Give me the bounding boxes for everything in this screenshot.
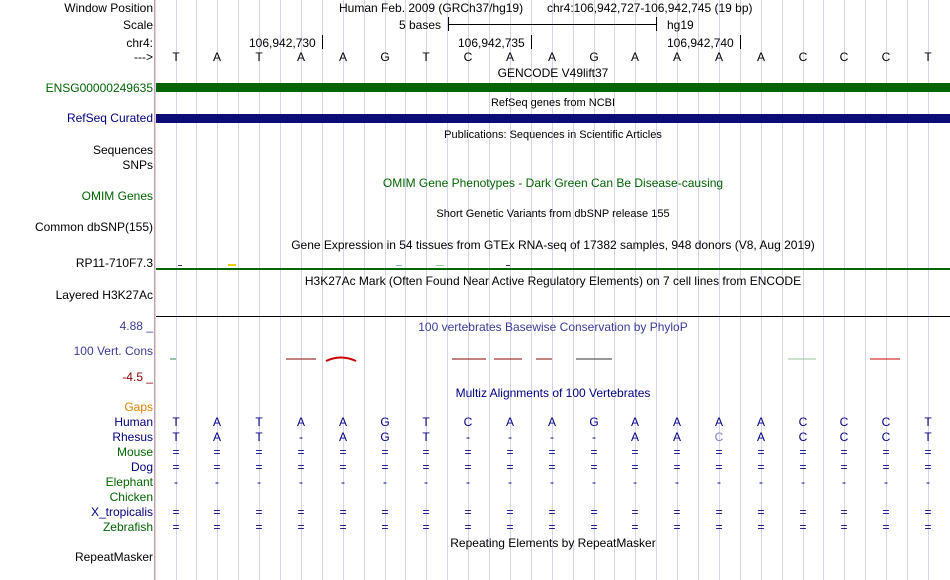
alignment-base: A [212,415,221,429]
alignment-base: = [172,520,180,534]
dna-base: A [672,50,681,64]
alignment-base: = [590,520,598,534]
alignment-base: - [215,475,219,489]
alignment-base: - [592,475,596,489]
alignment-base: = [381,505,389,519]
alignment-base: = [673,460,681,474]
alignment-base: = [506,505,514,519]
repeat-track-title: Repeating Elements by RepeatMasker [450,536,656,550]
label-dbsnp[interactable]: Common dbSNP(155) [34,220,153,234]
alignment-base: = [213,520,221,534]
alignment-base: = [673,505,681,519]
alignment-base: = [840,520,848,534]
omim-track-title: OMIM Gene Phenotypes - Dark Green Can Be Disease-causing [382,176,724,190]
alignment-base: = [673,520,681,534]
dna-base: A [547,50,556,64]
alignment-base: = [799,505,807,519]
alignment-base: - [633,475,637,489]
alignment-base: - [257,475,261,489]
alignment-base: = [799,445,807,459]
alignment-base: = [840,445,848,459]
gtex-dot [436,265,444,266]
alignment-base: T [422,415,430,429]
alignment-base: T [255,415,263,429]
dna-base: T [924,50,932,64]
dna-base: G [589,50,599,64]
coord-tick-1 [322,35,323,49]
alignment-base: = [422,505,430,519]
label-chr: chr4: [126,36,153,50]
label-sequences[interactable]: Sequences [92,143,153,157]
alignment-base: - [592,430,596,444]
alignment-base: = [506,445,514,459]
alignment-base: = [840,505,848,519]
alignment-base: A [338,415,347,429]
gtex-dot [506,265,510,266]
dna-base: A [630,50,639,64]
alignment-base: C [839,415,849,429]
alignment-base: C [839,430,849,444]
alignment-base: = [255,520,263,534]
dna-base: A [212,50,221,64]
coord-3: 106,942,740 [667,36,734,50]
dna-base: C [798,50,808,64]
gtex-track-title: Gene Expression in 54 tissues from GTEx RNA-seq of 17382 samples, 948 donors (V8, Aug 2019) [291,238,815,252]
refseq-gene-bar[interactable] [156,114,950,123]
alignment-base: = [924,520,932,534]
alignment-base: T [924,430,932,444]
alignment-base: C [798,430,808,444]
alignment-base: - [174,475,178,489]
h3k27-track-title: H3K27Ac Mark (Often Found Near Active Regulatory Elements) on 7 cell lines from ENCODE [304,274,802,288]
alignment-base: = [715,520,723,534]
alignment-base: = [381,445,389,459]
alignment-base: = [757,505,765,519]
dna-base: C [881,50,891,64]
species-label[interactable]: Elephant [105,475,153,489]
scale-text: 5 bases [399,18,442,32]
alignment-base: = [255,460,263,474]
label-scale: Scale [122,18,153,32]
alignment-base: - [383,475,387,489]
alignment-base: A [338,430,347,444]
alignment-base: = [882,445,890,459]
dna-base: T [422,50,430,64]
alignment-base: = [213,445,221,459]
alignment-base: = [924,460,932,474]
species-label[interactable]: Mouse [116,445,153,459]
alignment-base: = [631,505,639,519]
species-label[interactable]: Dog [130,460,153,474]
label-snps[interactable]: SNPs [122,158,153,172]
alignment-base: = [297,520,305,534]
alignment-base: A [630,415,639,429]
alignment-base: = [464,505,472,519]
alignment-base: - [508,430,512,444]
alignment-base: = [924,445,932,459]
alignment-base: A [756,430,765,444]
alignment-base: = [381,460,389,474]
publications-track-title: Publications: Sequences in Scientific Articles [444,129,662,141]
dbsnp-track-title: Short Genetic Variants from dbSNP release 155 [436,208,670,220]
dna-base: T [255,50,263,64]
alignment-base: = [715,505,723,519]
coord-2: 106,942,735 [458,36,525,50]
coord-tick-2 [531,35,532,49]
alignment-base: A [212,430,221,444]
alignment-base: = [172,445,180,459]
alignment-base: = [297,445,305,459]
alignment-base: = [590,460,598,474]
scale-bar-left-tick [448,17,449,31]
alignment-base: T [924,415,932,429]
alignment-base: - [759,475,763,489]
gtex-dot [228,264,236,266]
alignment-base: = [422,445,430,459]
label-gene-ensg[interactable]: ENSG00000249635 [45,81,153,95]
alignment-base: = [631,520,639,534]
alignment-base: = [297,505,305,519]
alignment-base: A [672,430,681,444]
alignment-base: = [799,520,807,534]
alignment-base: A [296,415,305,429]
label-gaps[interactable]: Gaps [124,400,153,414]
alignment-base: = [339,460,347,474]
position-title: chr4:106,942,727-106,942,745 (19 bp) [547,1,753,15]
gtex-dot [396,265,402,266]
gtex-track-baseline [156,268,950,270]
species-label[interactable]: Rhesus [112,430,153,444]
multiz-track-title: Multiz Alignments of 100 Vertebrates [455,386,651,400]
scale-db: hg19 [667,18,694,32]
dna-base: A [756,50,765,64]
species-label[interactable]: Human [114,415,153,429]
alignment-base: A [672,415,681,429]
alignment-base: C [798,415,808,429]
alignment-base: = [590,445,598,459]
gencode-gene-bar[interactable] [156,83,950,92]
alignment-base: = [757,520,765,534]
alignment-base: A [756,415,765,429]
dna-base: A [505,50,514,64]
alignment-base: = [255,505,263,519]
alignment-base: - [341,475,345,489]
label-rp11[interactable]: RP11-710F7.3 [75,256,153,270]
label-layered[interactable]: Layered H3K27Ac [55,288,153,302]
dna-base: A [714,50,723,64]
alignment-base: = [548,505,556,519]
alignment-base: C [463,415,473,429]
alignment-base: - [550,475,554,489]
species-label[interactable]: Chicken [109,490,153,504]
alignment-base: = [255,445,263,459]
alignment-base: T [172,430,180,444]
alignment-base: = [464,460,472,474]
alignment-base: T [255,430,263,444]
alignment-base: - [508,475,512,489]
alignment-base: - [424,475,428,489]
alignment-base: = [297,460,305,474]
alignment-base: = [924,505,932,519]
scale-bar [448,24,656,25]
alignment-base: A [630,430,639,444]
alignment-base: = [381,520,389,534]
species-label[interactable]: Zebrafish [102,520,153,534]
alignment-base: G [380,430,390,444]
alignment-base: C [881,415,891,429]
alignment-base: = [506,460,514,474]
alignment-base: - [299,430,303,444]
h3k27-track-baseline [156,316,950,317]
alignment-base: C [881,430,891,444]
alignment-base: = [673,445,681,459]
alignment-base: = [339,505,347,519]
alignment-base: = [590,505,598,519]
cons-bottom-value: -4.5 _ [122,370,153,384]
phylop-peak [326,358,356,362]
alignment-base: G [380,415,390,429]
alignment-base: = [172,505,180,519]
alignment-base: - [884,475,888,489]
cons-top-value: 4.88 _ [119,319,153,333]
alignment-base: - [842,475,846,489]
alignment-base: - [299,475,303,489]
alignment-base: = [213,505,221,519]
alignment-base: - [717,475,721,489]
alignment-base: T [422,430,430,444]
alignment-base: = [757,460,765,474]
alignment-base: C [714,430,724,444]
alignment-base: = [882,505,890,519]
alignment-base: A [547,415,556,429]
dna-base: G [380,50,390,64]
alignment-base: = [715,460,723,474]
alignment-base: = [172,460,180,474]
dna-base: T [172,50,180,64]
alignment-base: = [506,520,514,534]
dna-base: C [839,50,849,64]
label-cons[interactable]: 100 Vert. Cons [73,344,153,358]
alignment-base: = [757,445,765,459]
label-repeatmasker[interactable]: RepeatMasker [74,550,153,564]
alignment-base: A [505,415,514,429]
phylop-track-title: 100 vertebrates Basewise Conservation by PhyloP [418,320,688,334]
alignment-base: = [464,445,472,459]
species-label[interactable]: X_tropicalis [90,505,153,519]
alignment-base: = [339,520,347,534]
alignment-base: - [466,475,470,489]
gencode-track-title: GENCODE V49lift37 [497,66,609,80]
gtex-dot [178,265,182,266]
alignment-base: - [801,475,805,489]
alignment-base: = [840,460,848,474]
alignment-base: G [589,415,599,429]
assembly-title: Human Feb. 2009 (GRCh37/hg19) [339,1,524,15]
alignment-base: = [799,460,807,474]
alignment-base: - [675,475,679,489]
alignment-base: = [548,460,556,474]
alignment-base: = [882,520,890,534]
alignment-base: = [464,520,472,534]
scale-bar-right-tick [656,17,657,31]
alignment-base: - [926,475,930,489]
coord-tick-3 [740,35,741,49]
coord-1: 106,942,730 [249,36,316,50]
alignment-base: = [631,460,639,474]
label-window-position: Window Position [64,1,153,15]
alignment-base: T [172,415,180,429]
refseq-track-title: RefSeq genes from NCBI [490,97,616,109]
alignment-base: = [548,520,556,534]
label-refseq[interactable]: RefSeq Curated [66,111,153,125]
alignment-base: = [213,460,221,474]
dna-base: C [463,50,473,64]
alignment-base: = [631,445,639,459]
alignment-base: = [422,520,430,534]
dna-base: A [296,50,305,64]
label-omim[interactable]: OMIM Genes [81,189,153,203]
phylop-wiggle [156,350,950,370]
alignment-base: = [715,445,723,459]
label-arrow: ---> [134,50,153,64]
alignment-base: = [422,460,430,474]
alignment-base: A [714,415,723,429]
alignment-base: = [548,445,556,459]
alignment-base: - [466,430,470,444]
dna-base: A [338,50,347,64]
alignment-base: = [339,445,347,459]
alignment-base: = [882,460,890,474]
alignment-base: - [550,430,554,444]
